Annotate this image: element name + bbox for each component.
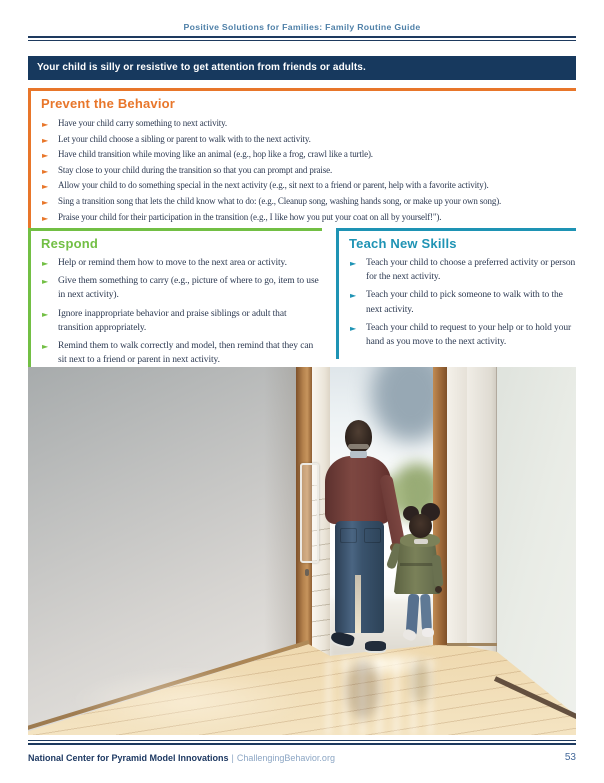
- photo-door-handle: [300, 463, 319, 563]
- section-respond: [28, 228, 322, 377]
- bullet-triangle-icon: ►: [42, 342, 49, 352]
- list-item: [41, 132, 576, 148]
- footer-credit: [28, 753, 335, 763]
- photo-child-reflection: [410, 661, 430, 703]
- list-item-text: Have child transition while moving like an animal (e.g., hop like a frog, crawl like a turtle).: [58, 149, 373, 160]
- photo-door-jamb: [447, 367, 467, 646]
- list-item-text: Allow your child to do something special in the next activity (e.g., sit next to a friend or parent, help with a favorite activity).: [58, 180, 489, 191]
- bullet-triangle-icon: ►: [350, 259, 357, 268]
- photo-child-hand: [435, 586, 442, 593]
- respond-list: [41, 256, 322, 367]
- list-item-text: Praise your child for their participation in the transition (e.g., I like how you put your coat on all by yourself!").: [58, 211, 442, 222]
- list-item: [41, 256, 322, 270]
- photo-wall-shadow: [264, 367, 296, 667]
- header-rule-thin: [28, 40, 576, 41]
- list-item: [41, 274, 322, 302]
- photo: [28, 367, 576, 735]
- list-item-text: Let your child choose a sibling or parent to walk with to the next activity.: [58, 133, 311, 144]
- photo-wall-pillar: [467, 367, 497, 652]
- section-prevent-behavior: [28, 88, 576, 231]
- photo-adult-hair: [348, 444, 369, 449]
- list-item-text: Teach your child to pick someone to walk with to the next activity.: [366, 290, 563, 315]
- bullet-triangle-icon: ►: [350, 323, 357, 333]
- section-title-respond: Respond: [41, 236, 99, 251]
- list-item-text: Remind them to walk correctly and model, then remind that they can sit next to a friend or parent in next activity.: [58, 341, 314, 366]
- list-item: [349, 288, 576, 316]
- list-item-text: Teach your child to choose a preferred activity or person for the next activity.: [366, 258, 576, 283]
- footer-rule-thick: [28, 743, 576, 745]
- behavior-banner: Your child is silly or resistive to get attention from friends or adults.: [28, 56, 576, 80]
- bullet-triangle-icon: ►: [42, 197, 49, 207]
- photo-child-jacket-cinch: [400, 563, 436, 566]
- list-item-text: Give them something to carry (e.g., picture of where to go, item to use in next activity).: [58, 276, 319, 301]
- list-item: [349, 321, 576, 349]
- page-title: Positive Solutions for Families: Family Routine Guide: [183, 22, 421, 32]
- bullet-triangle-icon: ►: [42, 151, 49, 161]
- photo-adult-legs-gap: [355, 575, 361, 633]
- list-item-text: Teach your child to request to your help or to hold your hand as you move to the next activity.: [366, 322, 572, 348]
- bullet-triangle-icon: ►: [42, 166, 49, 176]
- list-item: [41, 147, 576, 163]
- photo-child-leg: [420, 594, 432, 631]
- list-item: [349, 256, 576, 284]
- footer-separator: |: [231, 753, 234, 763]
- photo-adult-shoe: [365, 641, 386, 651]
- bullet-triangle-icon: ►: [42, 120, 49, 129]
- section-title-teach: Teach New Skills: [349, 236, 457, 251]
- teach-list: [349, 256, 576, 349]
- bullet-triangle-icon: ►: [42, 182, 49, 192]
- list-item: [41, 163, 576, 179]
- photo-adult-pocket: [364, 528, 381, 543]
- list-item-text: Have your child carry something to next activity.: [58, 118, 228, 128]
- bullet-triangle-icon: ►: [42, 309, 49, 319]
- photo-adult-pocket: [340, 528, 357, 543]
- bullet-triangle-icon: ►: [42, 135, 49, 145]
- list-item: [41, 194, 576, 210]
- header-rule-thick: [28, 36, 576, 38]
- photo-door-keyhole: [305, 569, 309, 576]
- bullet-triangle-icon: ►: [42, 259, 49, 268]
- footer-rule-thin: [28, 740, 576, 741]
- photo-adult-collar: [350, 451, 367, 458]
- prevent-list: [41, 116, 576, 225]
- section-title-prevent: Prevent the Behavior: [41, 96, 176, 111]
- photo-floor-sheen: [68, 667, 308, 735]
- list-item-text: Stay close to your child during the transition so that you can prompt and praise.: [58, 164, 333, 175]
- photo-adult-reflection: [346, 661, 380, 719]
- section-teach-new-skills: [336, 228, 576, 359]
- bullet-triangle-icon: ►: [350, 291, 357, 301]
- photo-jamb-baseboard: [447, 643, 497, 646]
- list-item: [41, 178, 576, 194]
- photo-child-shoe: [422, 628, 434, 637]
- list-item-text: Ignore inappropriate behavior and praise siblings or adult that transition appropriately.: [58, 308, 287, 333]
- list-item-text: Help or remind them how to move to the next area or activity.: [58, 258, 287, 268]
- list-item: [41, 339, 322, 367]
- bullet-triangle-icon: ►: [42, 277, 49, 287]
- photo-child-head: [409, 514, 432, 538]
- footer-website: ChallengingBehavior.org: [236, 753, 335, 763]
- list-item-text: Sing a transition song that lets the child know what to do: (e.g., Cleanup song, washing hands song, or make up your own song).: [58, 195, 502, 206]
- bullet-triangle-icon: ►: [42, 213, 49, 223]
- photo-outside-sky: [371, 367, 433, 442]
- page-number: 53: [564, 752, 576, 763]
- list-item: [41, 307, 322, 335]
- photo-child-collar: [414, 539, 428, 544]
- list-item: [41, 116, 576, 132]
- list-item: [41, 210, 576, 226]
- footer-org-name: National Center for Pyramid Model Innovations: [28, 753, 229, 763]
